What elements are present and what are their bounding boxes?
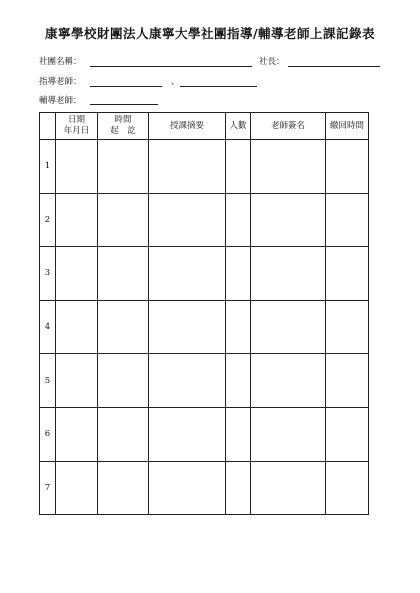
- header-time-line1: 時間: [114, 115, 132, 125]
- return-time-cell[interactable]: [326, 193, 369, 247]
- row-number: 2: [40, 193, 56, 247]
- header-summary: 授課摘要: [149, 113, 226, 140]
- count-cell[interactable]: [226, 407, 251, 461]
- time-cell[interactable]: [98, 140, 149, 194]
- instructor-blank-2[interactable]: [180, 86, 257, 87]
- president-label: 社長：: [259, 57, 285, 67]
- advisor-label: 輔導老師：: [39, 96, 82, 106]
- signature-cell[interactable]: [251, 461, 326, 515]
- header-index: [40, 113, 56, 140]
- signature-cell[interactable]: [251, 300, 326, 354]
- header-date-line1: 日期: [67, 115, 85, 125]
- row-number: 4: [40, 300, 56, 354]
- time-cell[interactable]: [98, 300, 149, 354]
- club-name-label: 社團名稱：: [39, 57, 82, 67]
- table-row: [40, 461, 369, 515]
- signature-cell[interactable]: [251, 407, 326, 461]
- date-cell[interactable]: [56, 407, 98, 461]
- row-number: 5: [40, 354, 56, 408]
- summary-cell[interactable]: [149, 140, 226, 194]
- header-return-time: 繳回時間: [326, 113, 369, 140]
- date-cell[interactable]: [56, 300, 98, 354]
- summary-cell[interactable]: [149, 300, 226, 354]
- time-cell[interactable]: [98, 247, 149, 301]
- return-time-cell[interactable]: [326, 247, 369, 301]
- count-cell[interactable]: [226, 300, 251, 354]
- header-time-line2: 起 訖: [110, 126, 136, 136]
- table-row: [40, 300, 369, 354]
- date-cell[interactable]: [56, 354, 98, 408]
- date-cell[interactable]: [56, 461, 98, 515]
- summary-cell[interactable]: [149, 247, 226, 301]
- header-date-line2: 年月日: [63, 126, 90, 136]
- return-time-cell[interactable]: [326, 461, 369, 515]
- table-row: [40, 193, 369, 247]
- president-blank[interactable]: [288, 66, 380, 67]
- signature-cell[interactable]: [251, 247, 326, 301]
- table-row: [40, 354, 369, 408]
- time-cell[interactable]: [98, 354, 149, 408]
- advisor-blank[interactable]: [90, 104, 158, 105]
- instructor-separator: 、: [171, 77, 180, 87]
- instructor-blank-1[interactable]: [90, 86, 162, 87]
- date-cell[interactable]: [56, 193, 98, 247]
- count-cell[interactable]: [226, 461, 251, 515]
- row-number: 3: [40, 247, 56, 301]
- signature-cell[interactable]: [251, 193, 326, 247]
- header-time: [98, 113, 149, 140]
- count-cell[interactable]: [226, 354, 251, 408]
- summary-cell[interactable]: [149, 407, 226, 461]
- count-cell[interactable]: [226, 193, 251, 247]
- signature-cell[interactable]: [251, 354, 326, 408]
- summary-cell[interactable]: [149, 354, 226, 408]
- return-time-cell[interactable]: [326, 140, 369, 194]
- table-row: [40, 407, 369, 461]
- header-count: 人數: [226, 113, 251, 140]
- summary-cell[interactable]: [149, 193, 226, 247]
- time-cell[interactable]: [98, 461, 149, 515]
- date-cell[interactable]: [56, 140, 98, 194]
- time-cell[interactable]: [98, 193, 149, 247]
- return-time-cell[interactable]: [326, 407, 369, 461]
- return-time-cell[interactable]: [326, 354, 369, 408]
- summary-cell[interactable]: [149, 461, 226, 515]
- table-header-row: [40, 113, 369, 140]
- row-number: 7: [40, 461, 56, 515]
- instructor-label: 指導老師：: [39, 77, 82, 87]
- table-row: [40, 140, 369, 194]
- date-cell[interactable]: [56, 247, 98, 301]
- page-title: 康寧學校財團法人康寧大學社團指導/輔導老師上課記錄表: [44, 26, 376, 41]
- header-date: [56, 113, 98, 140]
- return-time-cell[interactable]: [326, 300, 369, 354]
- header-signature: 老師簽名: [251, 113, 326, 140]
- count-cell[interactable]: [226, 140, 251, 194]
- row-number: 6: [40, 407, 56, 461]
- signature-cell[interactable]: [251, 140, 326, 194]
- table-row: [40, 247, 369, 301]
- record-table: [39, 112, 369, 515]
- club-name-blank[interactable]: [90, 66, 252, 67]
- count-cell[interactable]: [226, 247, 251, 301]
- time-cell[interactable]: [98, 407, 149, 461]
- row-number: 1: [40, 140, 56, 194]
